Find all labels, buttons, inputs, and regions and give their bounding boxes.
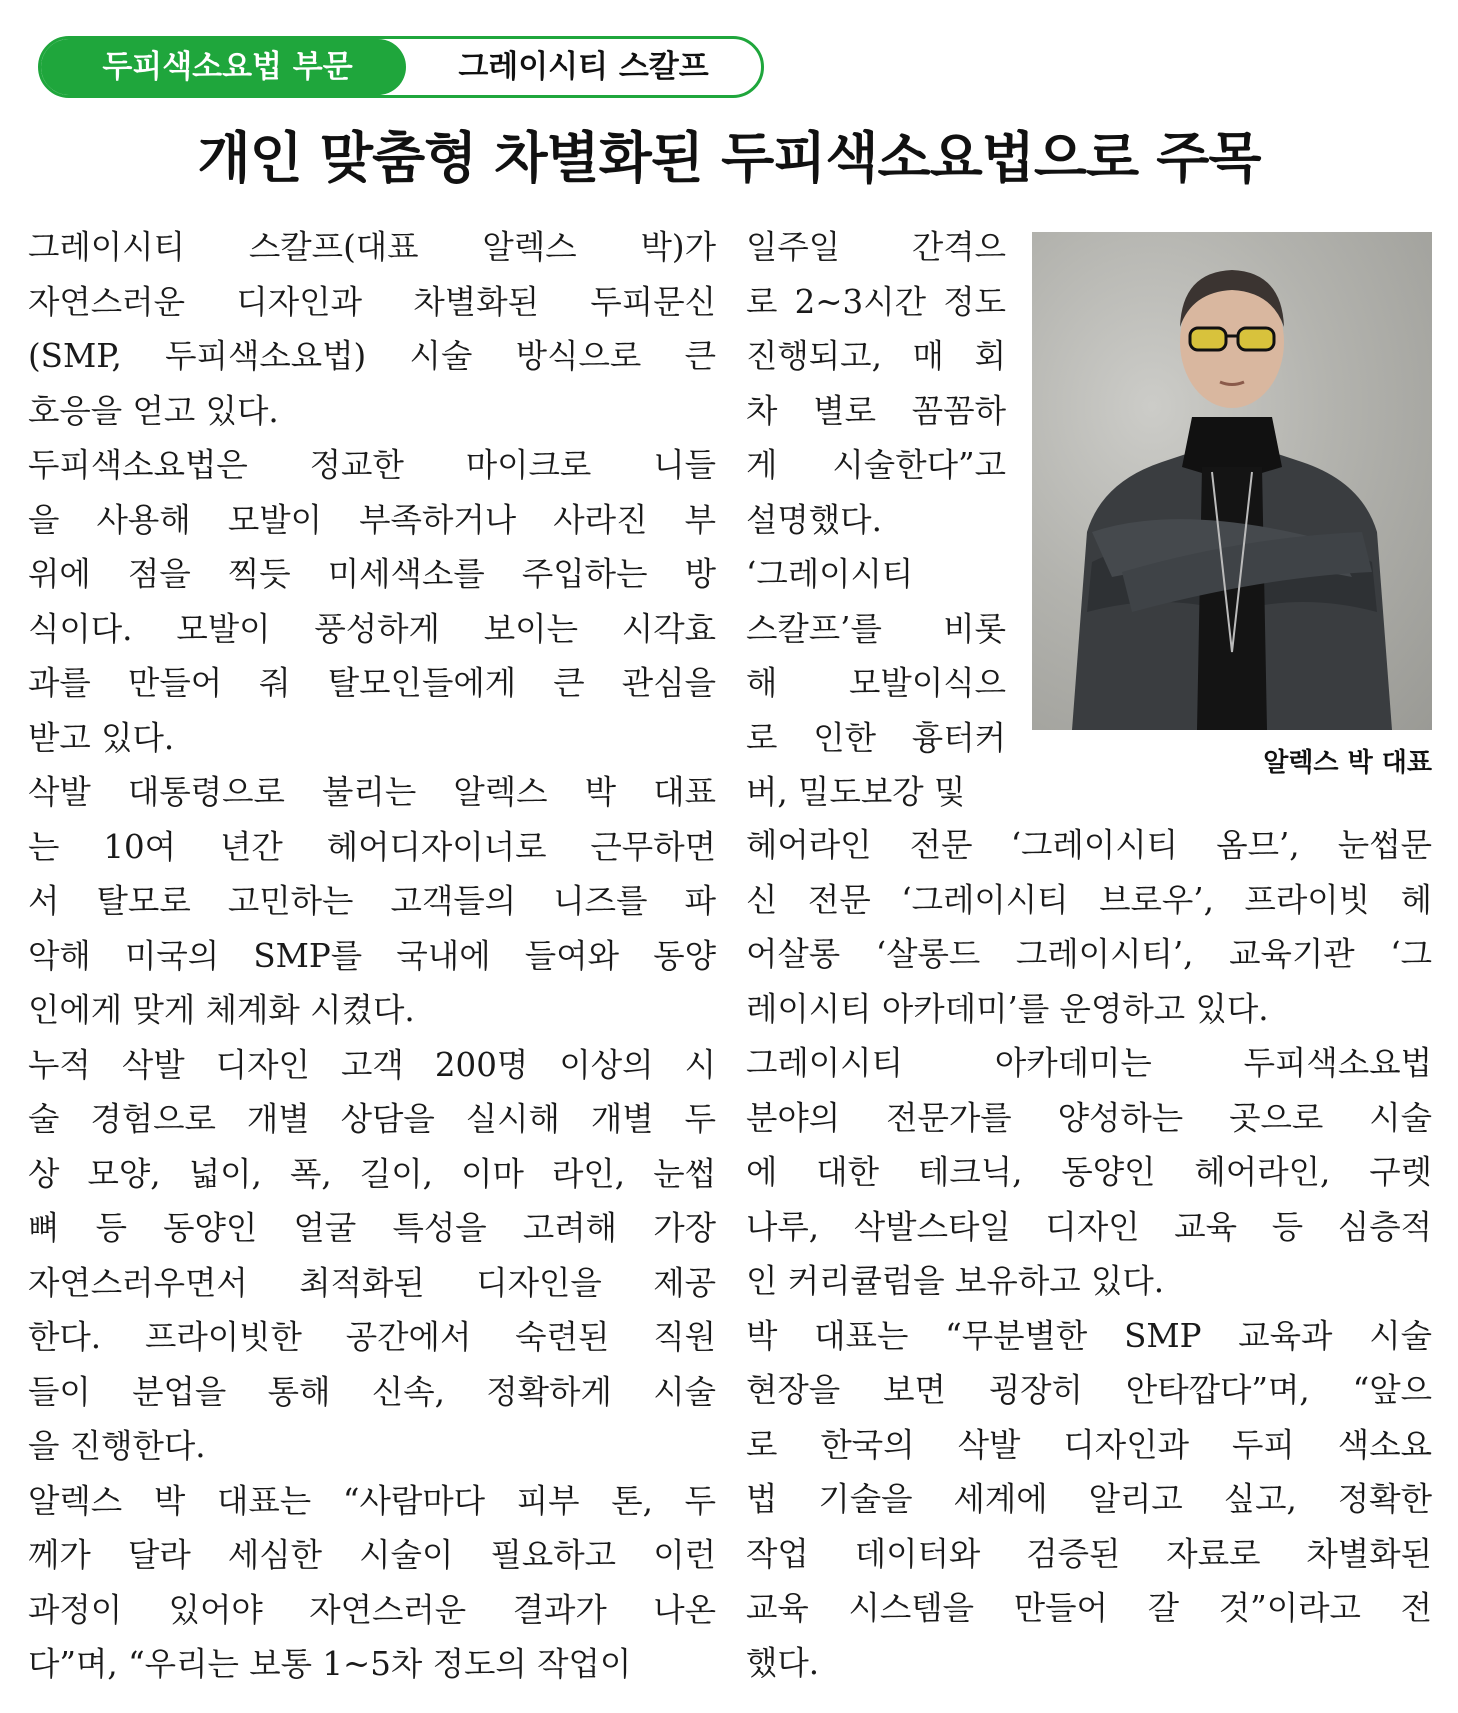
text-line: 자연스러우면서 최적화된 디자인을 제공 — [28, 1263, 716, 1302]
text-line: 나루, 삭발스타일 디자인 교육 등 심층적 — [746, 1207, 1432, 1246]
text-line: 는 10여 년간 헤어디자이너로 근무하면 — [28, 827, 716, 866]
text-line: 박 대표는 “무분별한 SMP 교육과 시술 — [746, 1316, 1432, 1355]
portrait-photo — [1032, 232, 1432, 730]
text-line: 인에게 맞게 체계화 시켰다. — [28, 991, 415, 1029]
text-line: 께가 달라 세심한 시술이 필요하고 이런 — [28, 1536, 716, 1574]
text-line: 과를 만들어 줘 탈모인들에게 큰 관심을 — [28, 664, 716, 702]
text-line: 뼈 등 동양인 얼굴 특성을 고려해 가장 — [28, 1209, 716, 1247]
text-line: 악해 미국의 SMP를 국내에 들여와 동양 — [28, 936, 716, 975]
text-line: 로 한국의 삭발 디자인과 두피 색소요 — [746, 1425, 1432, 1464]
text-line: 교육 시스템을 만들어 갈 것”이라고 전 — [746, 1589, 1432, 1627]
text-line: 상 모양, 넓이, 폭, 길이, 이마 라인, 눈썹 — [28, 1154, 716, 1193]
text-line: 술 경험으로 개별 상담을 실시해 개별 두 — [28, 1100, 716, 1138]
text-line: 해 모발이식으 — [746, 664, 1006, 702]
text-line: 어살롱 ‘살롱드 그레이시티’, 교육기관 ‘그 — [746, 935, 1432, 973]
article-column-3 — [746, 818, 1432, 1690]
section-tag — [38, 36, 764, 98]
text-line: 차 별로 꼼꼼하 — [746, 391, 1006, 430]
text-line: 과정이 있어야 자연스러운 결과가 나온 — [28, 1590, 716, 1629]
text-line: 알렉스 박 대표는 “사람마다 피부 톤, 두 — [28, 1481, 716, 1520]
text-line: 호응을 얻고 있다. — [28, 391, 279, 430]
text-line: 레이시티 아카데미’를 운영하고 있다. — [746, 989, 1269, 1028]
portrait-illustration — [1032, 232, 1432, 730]
text-line: 로 2~3시간 정도 — [746, 282, 1006, 321]
text-line: 법 기술을 세계에 알리고 싶고, 정확한 — [746, 1480, 1432, 1518]
text-line: 로 인한 흉터커 — [746, 718, 1006, 757]
article-column-2 — [746, 220, 1006, 820]
text-line: 식이다. 모발이 풍성하게 보이는 시각효 — [28, 609, 716, 648]
headline: 개인 맞춤형 차별화된 두피색소요법으로 주목 — [197, 126, 1261, 190]
text-line: 자연스러운 디자인과 차별화된 두피문신 — [28, 282, 716, 321]
text-line: 설명했다. — [746, 500, 882, 539]
text-line: 삭발 대통령으로 불리는 알렉스 박 대표 — [28, 773, 716, 811]
text-line: 받고 있다. — [28, 718, 175, 757]
text-line: 작업 데이터와 검증된 자료로 차별화된 — [746, 1534, 1432, 1573]
text-line: 누적 삭발 디자인 고객 200명 이상의 시 — [28, 1045, 716, 1084]
text-line: 들이 분업을 통해 신속, 정확하게 시술 — [28, 1372, 716, 1411]
text-line: ‘그레이시티 — [746, 555, 914, 593]
text-line: 게 시술한다”고 — [746, 446, 1006, 484]
text-line: 일주일 간격으 — [746, 228, 1006, 266]
text-line: 다”며, “우리는 보통 1~5차 정도의 작업이 — [28, 1645, 632, 1683]
text-line: 버, 밀도보강 및 — [746, 773, 966, 811]
text-line: 두피색소요법은 정교한 마이크로 니들 — [28, 446, 716, 484]
text-line: 헤어라인 전문 ‘그레이시티 옴므’, 눈썹문 — [746, 826, 1432, 864]
text-line: 인 커리큘럼을 보유하고 있다. — [746, 1262, 1165, 1300]
section-label: 두피색소요법 부문 — [41, 39, 406, 95]
text-line: 을 진행한다. — [28, 1427, 206, 1465]
article-column-1 — [28, 220, 716, 1692]
photo-caption: 알렉스 박 대표 — [1263, 748, 1432, 778]
text-line: 했다. — [746, 1643, 820, 1682]
text-line: 그레이시티 아카데미는 두피색소요법 — [746, 1044, 1432, 1082]
text-line: 그레이시티 스칼프(대표 알렉스 박)가 — [28, 228, 716, 266]
text-line: 을 사용해 모발이 부족하거나 사라진 부 — [28, 500, 716, 539]
text-line: 에 대한 테크닉, 동양인 헤어라인, 구렛 — [746, 1153, 1432, 1191]
text-line: 서 탈모로 고민하는 고객들의 니즈를 파 — [28, 882, 716, 920]
text-line: 분야의 전문가를 양성하는 곳으로 시술 — [746, 1098, 1432, 1137]
company-label: 그레이시티 스칼프 — [458, 49, 709, 85]
text-line: 현장을 보면 굉장히 안타깝다”며, “앞으 — [746, 1371, 1432, 1409]
text-line: 스칼프’를 비롯 — [746, 609, 1006, 648]
text-line: 한다. 프라이빗한 공간에서 숙련된 직원 — [28, 1318, 716, 1356]
text-line: (SMP, 두피색소요법) 시술 방식으로 큰 — [28, 337, 716, 375]
text-line: 신 전문 ‘그레이시티 브로우’, 프라이빗 헤 — [746, 880, 1432, 919]
text-line: 진행되고, 매 회 — [746, 337, 1006, 375]
text-line: 위에 점을 찍듯 미세색소를 주입하는 방 — [28, 555, 716, 593]
